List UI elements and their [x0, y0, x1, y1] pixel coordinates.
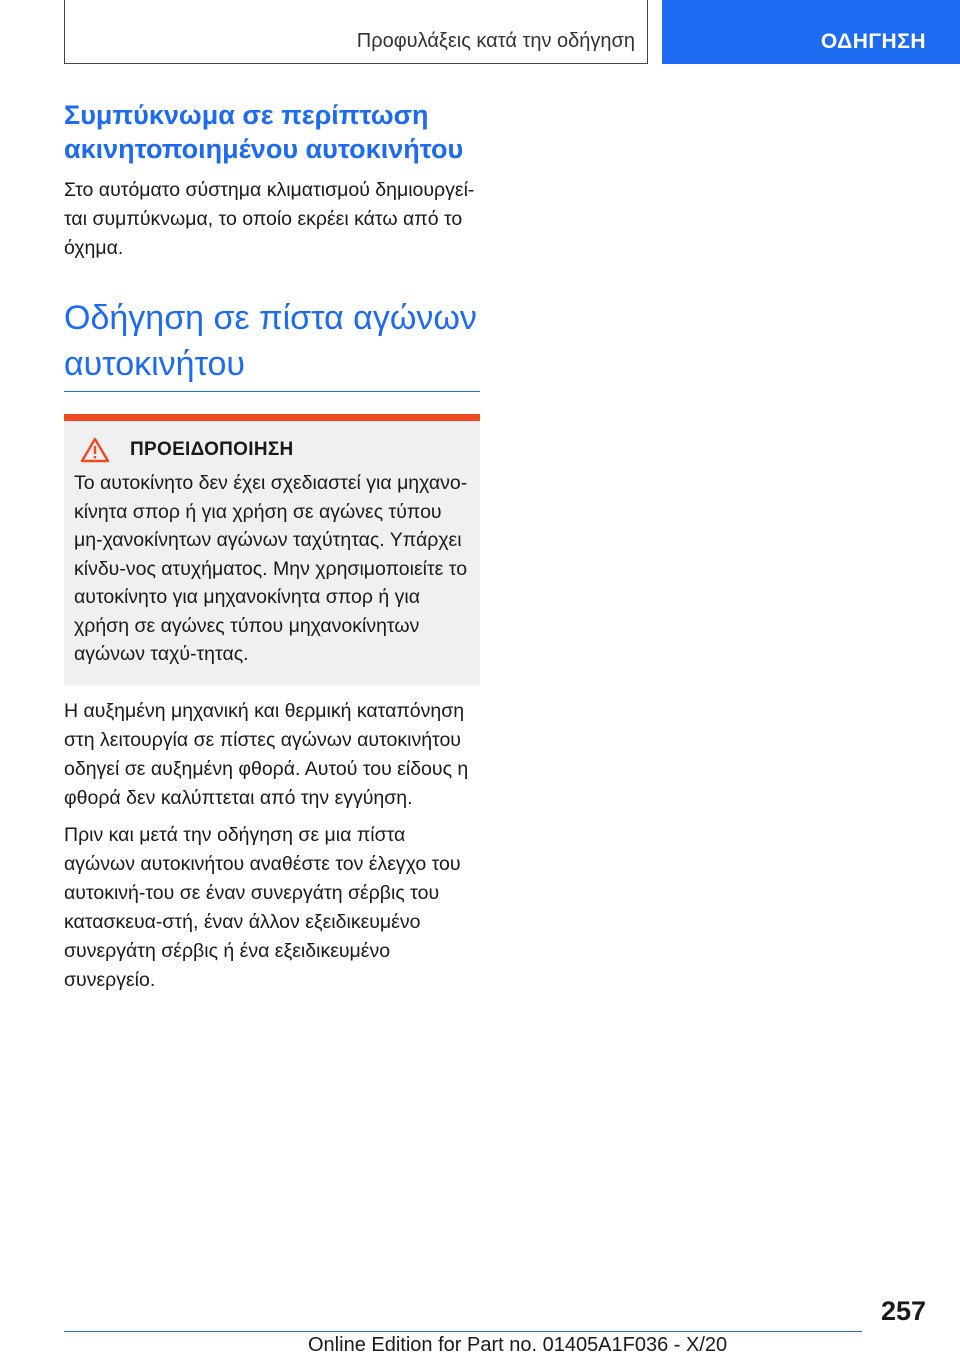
- header-section-title: Προφυλάξεις κατά την οδήγηση: [356, 30, 635, 52]
- racetrack-paragraph: Η αυξημένη μηχανική και θερμική καταπόνηση στη λειτουργία σε πίστες αγώνων αυτοκινήτου οδηγεί σε αυξημένη φθορά. Αυτού του είδους η φθορά δεν καλύπτεται από την εγγύηση.: [64, 699, 469, 809]
- warning-body: Το αυτοκίνητο δεν έχει σχεδιαστεί για μηχανο-κίνητα σπορ ή για χρήση σε αγώνες τύπου μη-χανοκίνητων αγώνων ταχύτητας. Υπάρχει κίνδυ-νος ατυχήματος. Μην χρησιμοποιείτε το αυτοκίνητο για μηχανοκίνητα σπορ ή για χρήση σε αγώνες τύπου μηχανοκίνητων αγώνων ταχύ-τητας.: [74, 472, 468, 665]
- header-chapter-tab: [662, 0, 960, 64]
- racetrack-paragraphs: [64, 697, 480, 995]
- racetrack-heading: Οδήγηση σε πίστα αγώνων αυτοκινήτου: [64, 295, 480, 392]
- header-chapter-label: ΟΔΗΓΗΣΗ: [820, 30, 926, 53]
- page-number: 257: [880, 1296, 926, 1326]
- header-section-box: [64, 0, 648, 64]
- content-column: [64, 98, 480, 995]
- racetrack-paragraph: Πριν και μετά την οδήγηση σε μια πίστα αγώνων αυτοκινήτου αναθέστε τον έλεγχο του αυτοκινή-του σε έναν συνεργάτη σέρβις του κατασκευα-στή, έναν άλλον εξειδικευμένο συνεργάτη σέρβις ή ένα εξειδικευμένο συνεργείο.: [64, 823, 461, 991]
- warning-header: [74, 437, 470, 463]
- condensation-body: Στο αυτόματο σύστημα κλιματισμού δημιουργεί-ται συμπύκνωμα, το οποίο εκρέει κάτω από το όχημα.: [64, 179, 475, 259]
- condensation-heading: Συμπύκνωμα σε περίπτωση ακινητοποιημένου αυτοκινήτου: [64, 100, 464, 164]
- warning-title: ΠΡΟΕΙΔΟΠΟΙΗΣΗ: [130, 439, 294, 460]
- warning-triangle-icon: [80, 437, 110, 463]
- warning-box: [64, 414, 480, 685]
- footer-divider: [64, 1331, 862, 1332]
- footer-edition: Online Edition for Part no. 01405A1F036 - X/20: [308, 1334, 728, 1356]
